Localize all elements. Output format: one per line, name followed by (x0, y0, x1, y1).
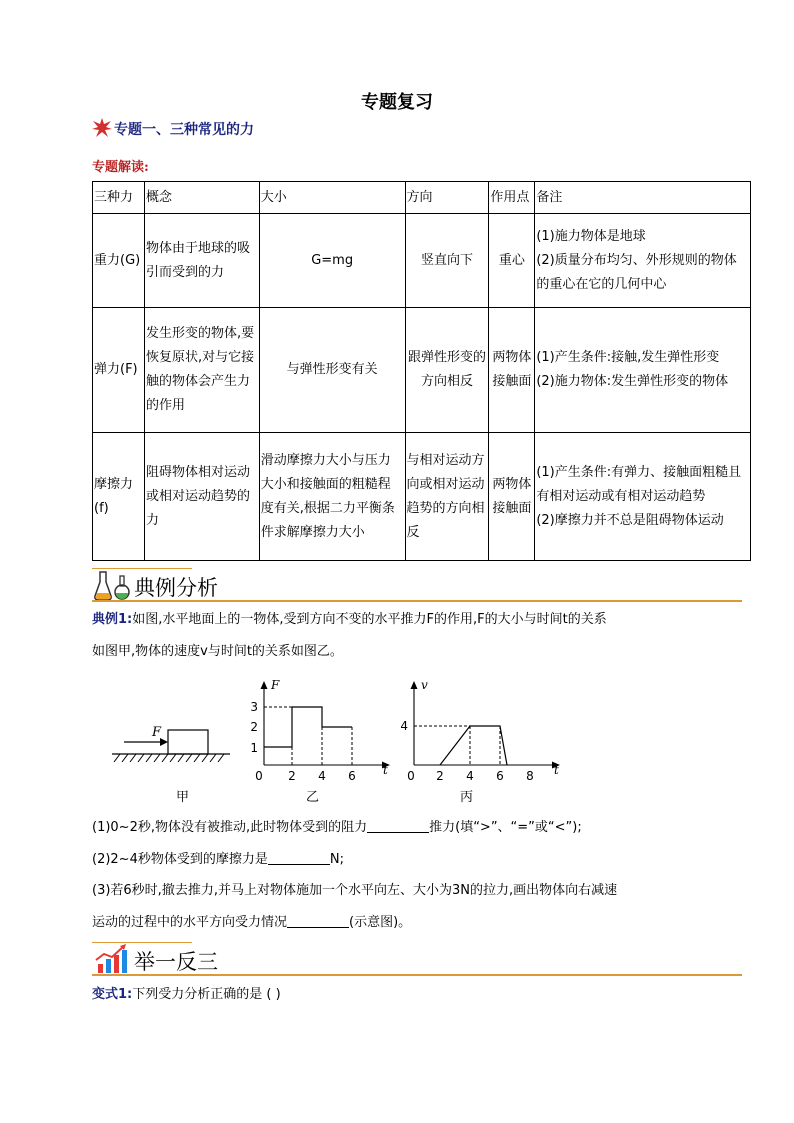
point-cell: 两物体接触面 (489, 308, 535, 433)
notes-cell (535, 214, 751, 308)
table-row (93, 214, 751, 308)
x-axis-label: t (554, 763, 559, 777)
note-line: (2)摩擦力并不总是阻碍物体运动 (536, 512, 724, 528)
question-3-tail: (示意图)。 (349, 915, 412, 930)
heading-rule (92, 600, 742, 602)
header-cell: 三种力 (93, 182, 145, 214)
force-series-line (264, 707, 352, 747)
header-cell: 方向 (405, 182, 489, 214)
y-tick-label: 2 (250, 720, 258, 734)
answer-blank-1[interactable] (367, 818, 429, 833)
point-cell: 两物体接触面 (489, 433, 535, 561)
x-tick-label: 6 (496, 769, 504, 783)
x-tick-label: 0 (407, 769, 415, 783)
force-label: F (152, 725, 162, 740)
x-axis-label: t (383, 763, 388, 777)
section-heading-examples (92, 568, 742, 602)
force-name-cell: 摩擦力(f) (93, 433, 145, 561)
magnitude-cell: 滑动摩擦力大小与压力大小和接触面的粗糙程度有关,根据二力平衡条件求解摩擦力大小 (259, 433, 405, 561)
velocity-time-graph (400, 673, 570, 783)
direction-cell: 与相对运动方向或相对运动趋势的方向相反 (405, 433, 489, 561)
x-tick-label: 8 (526, 769, 534, 783)
notes-cell (535, 433, 751, 561)
block-diagram (110, 718, 232, 768)
topic-heading (92, 118, 254, 139)
guide-lines (414, 726, 500, 765)
caption-c: 丙 (460, 790, 474, 805)
heading-rule (92, 974, 742, 976)
question-3-line2 (92, 913, 411, 933)
notes-cell (535, 308, 751, 433)
y-tick-label: 1 (250, 741, 258, 755)
question-1-tail: 推力(填“>”、“=”或“<”); (429, 820, 582, 835)
question-1-text: (1)0~2秒,物体没有被推动,此时物体受到的阻力 (92, 820, 368, 835)
header-cell: 备注 (535, 182, 751, 214)
force-name-cell: 重力(G) (93, 214, 145, 308)
note-line: (2)施力物体:发生弹性形变的物体 (536, 374, 729, 389)
forces-table (92, 181, 751, 561)
table-row (93, 433, 751, 561)
variant-label: 变式1: (92, 987, 133, 1002)
y-axis-arrow (411, 681, 418, 689)
x-tick-label: 6 (348, 769, 356, 783)
header-cell: 作用点 (489, 182, 535, 214)
section-heading-text: 举一反三 (134, 950, 218, 974)
y-axis-label: v (421, 678, 428, 692)
variant-question (92, 985, 281, 1005)
magnitude-cell: G=mg (259, 214, 405, 308)
answer-blank-2[interactable] (268, 850, 330, 865)
y-tick-label: 4 (400, 719, 408, 733)
header-cell: 概念 (144, 182, 259, 214)
x-tick-label: 4 (466, 769, 474, 783)
direction-cell: 竖直向下 (405, 214, 489, 308)
caption-a: 甲 (176, 790, 190, 805)
y-axis-arrow (261, 681, 268, 689)
magnitude-cell: 与弹性形变有关 (259, 308, 405, 433)
y-axis-label: F (271, 678, 280, 692)
header-cell: 大小 (259, 182, 405, 214)
y-tick-label: 3 (250, 700, 258, 714)
example-label: 典例1: (92, 612, 133, 627)
table-row (93, 308, 751, 433)
concept-cell: 阻碍物体相对运动或相对运动趋势的力 (144, 433, 259, 561)
sub-label: 专题解读: (92, 160, 149, 175)
table-header-row (93, 182, 751, 214)
concept-cell: 物体由于地球的吸引而受到的力 (144, 214, 259, 308)
question-3-text: 运动的过程中的水平方向受力情况 (92, 915, 288, 930)
concept-cell: 发生形变的物体,要恢复原状,对与它接触的物体会产生力的作用 (144, 308, 259, 433)
question-1 (92, 818, 582, 838)
x-tick-label: 2 (288, 769, 296, 783)
note-line: (1)产生条件:有弹力、接触面粗糙且有相对运动或有相对运动趋势 (536, 464, 742, 504)
guide-lines (264, 707, 352, 765)
velocity-series-line (440, 726, 507, 765)
example-text-line2: 如图甲,物体的速度v与时间t的关系如图乙。 (92, 644, 343, 659)
ground-hatch (114, 754, 224, 762)
x-tick-label: 2 (436, 769, 444, 783)
note-line: (1)产生条件:接触,发生弹性形变 (536, 350, 720, 365)
section-heading-text: 典例分析 (134, 576, 218, 600)
block (168, 730, 208, 754)
note-line: (2)质量分布均匀、外形规则的物体的重心在它的几何中心 (536, 252, 737, 292)
force-arrowhead (160, 738, 168, 746)
force-time-graph (250, 673, 400, 783)
example-paragraph (92, 610, 607, 630)
caption-b: 乙 (306, 790, 320, 805)
point-cell: 重心 (489, 214, 535, 308)
note-line: (1)施力物体是地球 (536, 228, 646, 244)
question-2 (92, 850, 344, 870)
page-title: 专题复习 (361, 92, 433, 113)
heading-top-rule (92, 942, 192, 943)
section-heading-practice (92, 942, 742, 976)
topic-heading-text: 专题一、三种常见的力 (114, 122, 254, 138)
x-tick-label: 4 (318, 769, 326, 783)
direction-cell: 跟弹性形变的方向相反 (405, 308, 489, 433)
variant-text: 下列受力分析正确的是 ( ) (132, 987, 281, 1002)
x-tick-label: 0 (255, 769, 263, 783)
question-2-text: (2)2~4秒物体受到的摩擦力是 (92, 852, 268, 867)
answer-blank-3[interactable] (287, 913, 349, 928)
force-name-cell: 弹力(F) (93, 308, 145, 433)
growth-chart-icon (94, 944, 130, 974)
flask-icon (94, 568, 132, 602)
example-text-line1: 如图,水平地面上的一物体,受到方向不变的水平推力F的作用,F的大小与时间t的关系 (132, 612, 607, 627)
question-3-line1: (3)若6秒时,撤去推力,并马上对物体施加一个水平向左、大小为3N的拉力,画出物体向右减速 (92, 883, 618, 898)
question-2-tail: N; (329, 852, 344, 867)
red-burst-icon (92, 118, 112, 138)
